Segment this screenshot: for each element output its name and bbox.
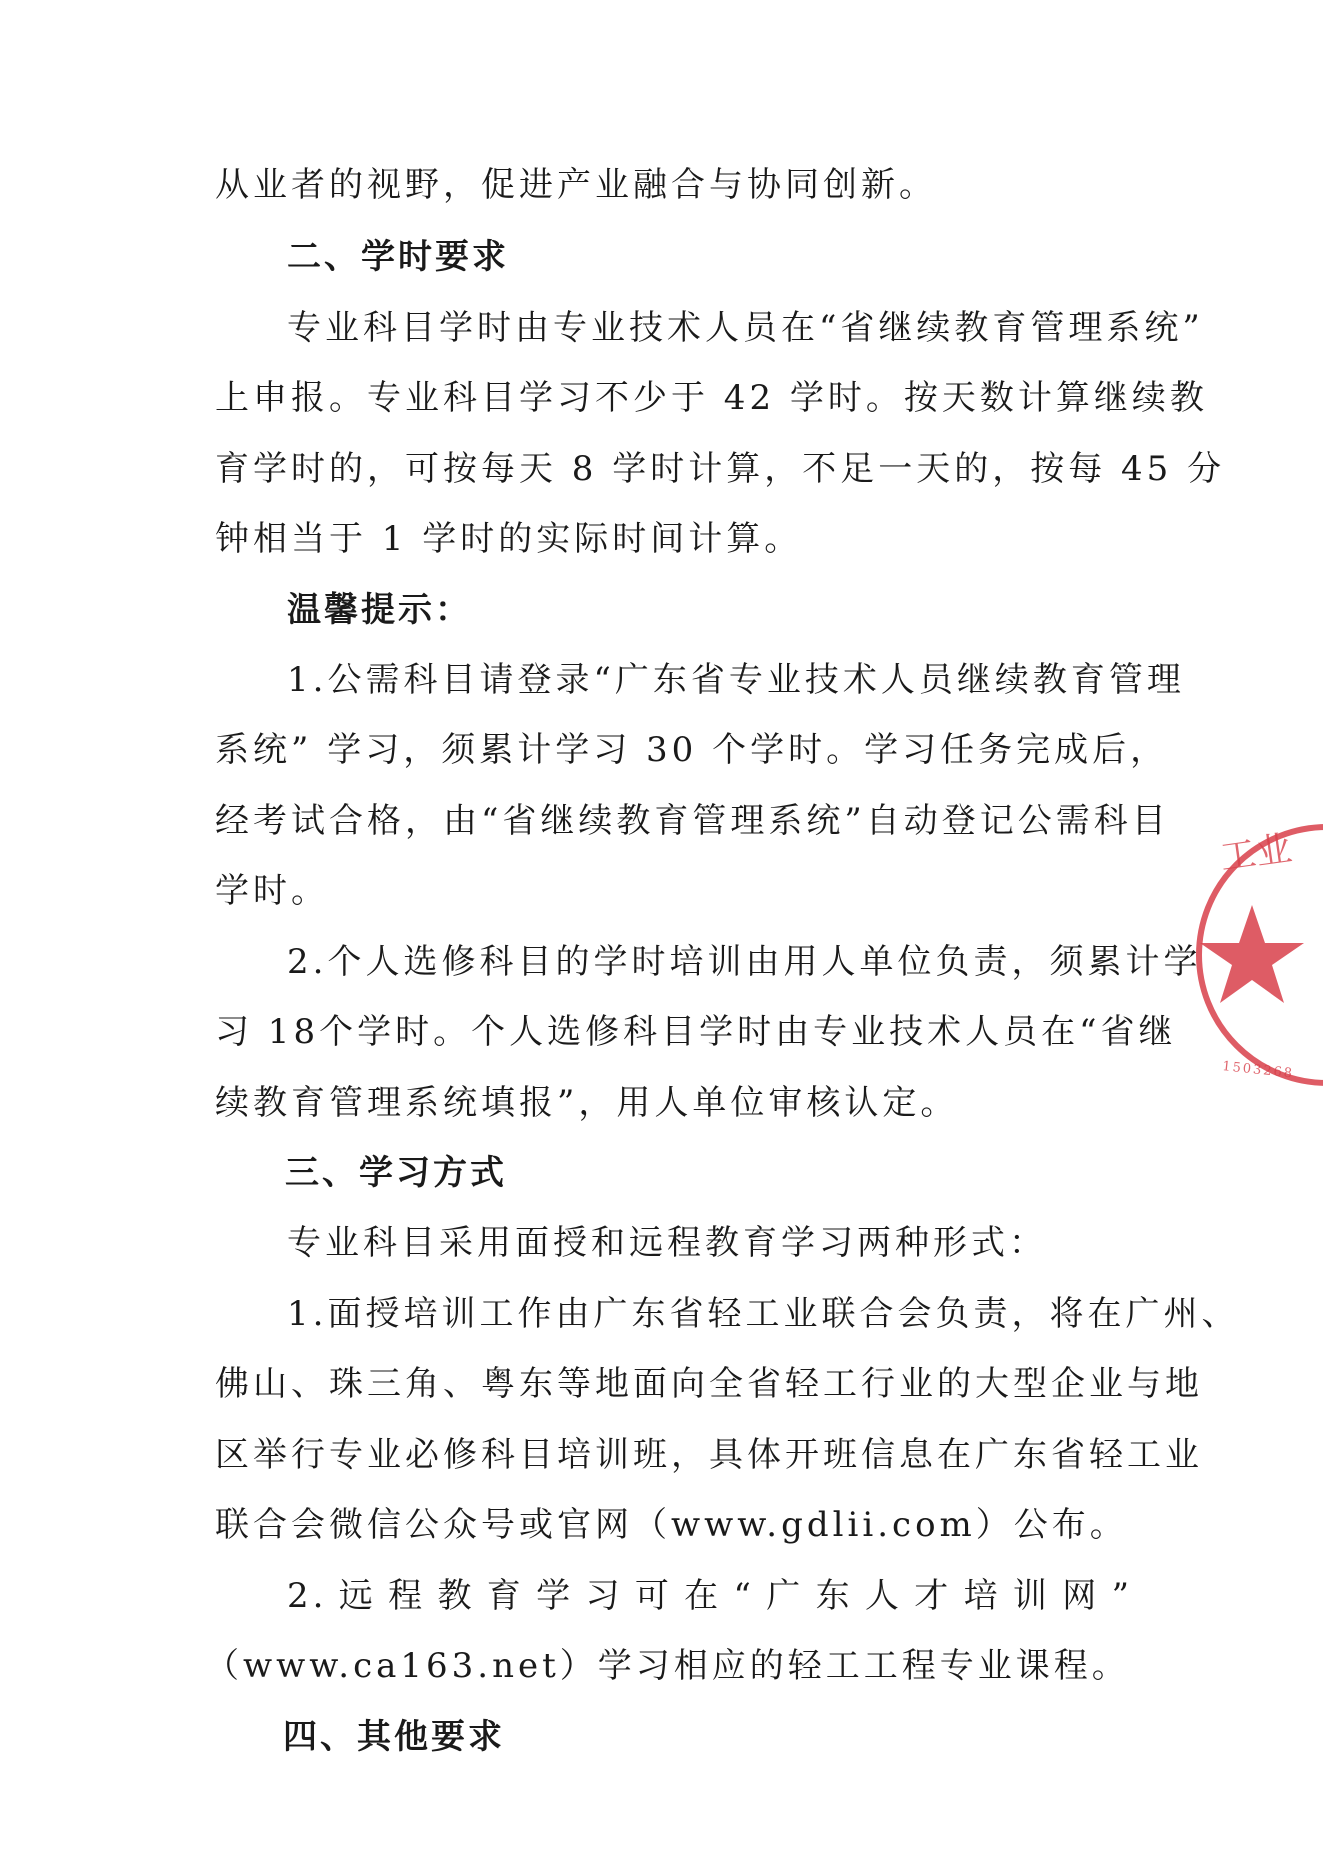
paragraph-line: 续教育管理系统填报”，用人单位审核认定。: [215, 1083, 959, 1123]
section-heading-study-method: 三、学习方式: [285, 1153, 507, 1193]
paragraph-line: 习 18个学时。个人选修科目学时由专业技术人员在“省继: [215, 1012, 1177, 1052]
section-heading-other-requirements: 四、其他要求: [283, 1717, 505, 1757]
paragraph-line: 2.个人选修科目的学时培训由用人单位负责，须累计学: [287, 942, 1202, 982]
paragraph-line: 专业科目采用面授和远程教育学习两种形式：: [287, 1223, 1047, 1263]
paragraph-line: 专业科目学时由专业技术人员在“省继续教育管理系统”: [287, 308, 1204, 348]
section-heading-study-hours: 二、学时要求: [287, 237, 509, 277]
seal-star-icon: [1200, 905, 1304, 1003]
paragraph-line: 钟相当于 1 学时的实际时间计算。: [215, 519, 803, 559]
paragraph-line: 学时。: [215, 871, 329, 911]
paragraph-line: 从业者的视野，促进产业融合与协同创新。: [215, 165, 937, 205]
paragraph-line: 育学时的，可按每天 8 学时计算，不足一天的，按每 45 分: [215, 449, 1226, 489]
paragraph-line: 1.公需科目请登录“广东省专业技术人员继续教育管理: [287, 660, 1185, 700]
paragraph-line: 1.面授培训工作由广东省轻工业联合会负责，将在广州、: [287, 1294, 1240, 1334]
paragraph-line: 佛山、珠三角、粤东等地面向全省轻工行业的大型企业与地: [215, 1364, 1203, 1404]
official-seal: [1192, 815, 1323, 1095]
seal-code-text: 1503268: [1221, 1059, 1295, 1082]
tips-heading: 温馨提示：: [287, 590, 472, 630]
paragraph-line: 2.远程教育学习可在“广东人才培训网”: [287, 1576, 1133, 1616]
paragraph-line: （www.ca163.net）学习相应的轻工工程专业课程。: [205, 1646, 1130, 1686]
paragraph-line: 系统” 学习，须累计学习 30 个学时。学习任务完成后，: [215, 730, 1169, 770]
paragraph-line: 经考试合格，由“省继续教育管理系统”自动登记公需科目: [215, 801, 1170, 841]
paragraph-line: 联合会微信公众号或官网（www.gdlii.com）公布。: [215, 1505, 1128, 1545]
paragraph-line: 上申报。专业科目学习不少于 42 学时。按天数计算继续教: [215, 378, 1208, 418]
seal-top-text: 工业: [1217, 828, 1295, 879]
paragraph-line: 区举行专业必修科目培训班，具体开班信息在广东省轻工业: [215, 1435, 1203, 1475]
